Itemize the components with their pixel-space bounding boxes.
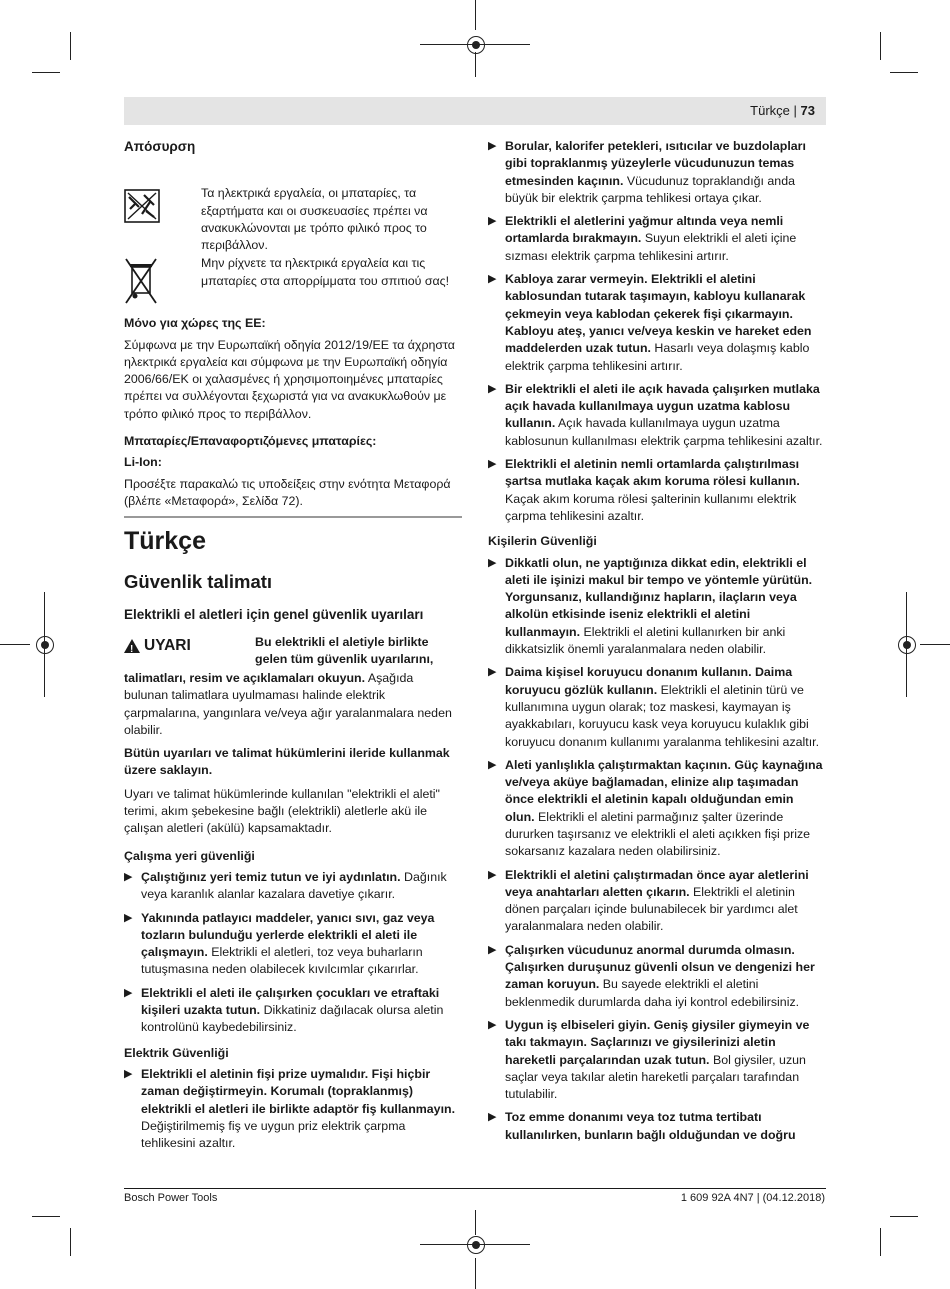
bullet-item <box>488 555 826 659</box>
bullet-bold-text: Aleti yanlışlıkla çalıştırmaktan kaçının. Güç kaynağına ve/veya aküye bağlamadan, elinize alıp taşımadan önce elektrikli el aletinin kapalı olduğundan emin olun. <box>505 757 823 824</box>
disposal-title: Απόσυρση <box>124 139 196 154</box>
electric-left-list <box>124 1066 460 1152</box>
disposal-text-1: Τα ηλεκτρικά εργαλεία, οι μπαταρίες, τα εξαρτήματα και οι συσκευασίες πρέπει να ανακυκλώνονται με τρόπο φιλικό προς το περιβάλλον. <box>201 186 428 253</box>
bullet-arrow-icon: ▶ <box>488 382 497 395</box>
bullet-arrow-icon: ▶ <box>488 758 497 771</box>
footer-rule <box>124 1188 826 1189</box>
crop-mark <box>44 592 45 697</box>
bullet-text: Hasarlı veya dolaşmış kablo elektrik çarpma tehlikesini artırır. <box>505 341 810 373</box>
crop-mark <box>920 644 950 645</box>
battery-title: Μπαταρίες/Επαναφορτιζόμενες μπαταρίες: <box>124 434 377 449</box>
liion-title: Li-Ion: <box>124 455 162 470</box>
footer-right: 1 609 92A 4N7 | (04.12.2018) <box>680 1192 825 1204</box>
header-separator: | <box>793 103 797 118</box>
keep-instructions: Bütün uyarıları ve talimat hükümlerini ileride kullanmak üzere saklayın. <box>124 746 450 778</box>
crop-mark <box>0 644 30 645</box>
bullet-text: Dağınık veya karanlık alanlar kazalara davetiye çıkarır. <box>141 869 447 902</box>
bullet-bold-text: Elektrikli el aletinin fişi prize uymalıdır. Fişi hiçbir zaman değiştirmeyin. Korumalı (topraklanmış) elektrikli el aletleri ile birlikte adaptör fiş kullanmayın. <box>141 1066 456 1116</box>
bullet-bold-text: Yakınında patlayıcı maddeler, yanıcı sıvı, gaz veya tozların bulunduğu yerlerde elektrikli el aleti ile çalışmayın. <box>141 910 435 960</box>
footer-left: Bosch Power Tools <box>124 1192 218 1204</box>
crop-mark <box>420 1244 530 1245</box>
general-warnings-title: Elektrikli el aletleri için genel güvenlik uyarıları <box>124 607 424 622</box>
warning-text: Aşağıda bulunan talimatlara uyulmaması halinde elektrik çarpmalarına, yangınlara ve/veya ağır yaralanmalara neden olabilir. <box>124 671 452 737</box>
bullet-arrow-icon: ▶ <box>488 1018 497 1031</box>
bullet-bold-text: Dikkatli olun, ne yaptığınıza dikkat edin, elektrikli el aleti ile işinizi makul bir tempo ve yöntemle yürütün. Yorgunsanız, kullandığınız hapların, ilaçların veya alkolün etkisinde iseniz elektrikli el aletini kullanmayın. <box>505 555 813 639</box>
language-title: Türkçe <box>124 527 206 555</box>
bullet-item <box>488 867 826 936</box>
bullet-text: Değiştirilmemiş fiş ve uygun priz elektrik çarpma tehlikesini azaltır. <box>141 1118 406 1151</box>
work-area-title: Çalışma yeri güvenliği <box>124 848 255 863</box>
bullet-arrow-icon: ▶ <box>488 868 497 881</box>
registration-mark-icon <box>467 1236 485 1254</box>
personal-list <box>488 555 826 1145</box>
crop-mark <box>890 1216 918 1217</box>
electric-safety-title: Elektrik Güvenliği <box>124 1045 229 1060</box>
bullet-item <box>124 985 460 1037</box>
page-number: 73 <box>800 103 815 118</box>
crop-mark <box>475 1258 476 1289</box>
personal-safety-title: Kişilerin Güvenliği <box>488 534 597 549</box>
bullet-bold-text: Kabloya zarar vermeyin. Elektrikli el aletini kablosundan tutarak taşımayın, kabloyu kullanarak çekmeyin veya kablodan çekerek fişi çıkarmayın. Kabloyu ateş, yanıcı ve/veya keskin ve hareket eden maddelerden uzak tutun. <box>505 272 812 356</box>
crop-mark <box>70 1228 71 1256</box>
bullet-arrow-icon: ▶ <box>488 666 497 679</box>
bullet-item <box>124 1066 460 1152</box>
term-definition: Uyarı ve talimat hükümlerinde kullanılan "elektrikli el aleti" terimi, akım şebekesine bağlı (elektrikli) aletlerle akü ile çalışan aletleri (akülü) kapsamaktadır. <box>124 786 440 836</box>
bullet-item <box>488 1017 826 1103</box>
work-area-list <box>124 869 460 1037</box>
bullet-bold-text: Elektrikli el aletinin nemli ortamlarda çalıştırılması şartsa mutlaka kaçak akım koruma rölesi kullanın. <box>505 457 800 489</box>
bullet-arrow-icon: ▶ <box>488 1111 497 1124</box>
bullet-item <box>488 757 826 861</box>
bullet-bold-text: Uygun iş elbiseleri giyin. Geniş giysiler giymeyin ve takı takmayın. Saçlarınızı ve giysilerinizi aletin hareketli parçalarından uzak tutun. <box>505 1017 810 1067</box>
bullet-item <box>488 664 826 750</box>
bullet-arrow-icon: ▶ <box>124 1067 133 1080</box>
crop-mark <box>906 592 907 697</box>
crossed-bin-icon <box>124 257 158 311</box>
left-column <box>124 138 460 516</box>
crop-mark <box>32 72 60 73</box>
bullet-bold-text: Elektrikli el aletini çalıştırmadan önce ayar aletlerini veya anahtarları aletten çıkarın. <box>505 867 809 899</box>
header-band <box>124 97 826 125</box>
bullet-text: Elektrikli el aletinin dönen parçaları içinde bulunabilecek bir yardımcı alet yaralanmalara neden olabilir. <box>505 884 798 934</box>
header-section: Türkçe <box>750 103 790 118</box>
bullet-text: Suyun elektrikli el aleti içine sızması elektrik çarpma tehlikesini artırır. <box>505 231 797 263</box>
page-header <box>750 103 815 118</box>
section-divider <box>124 516 462 518</box>
crop-mark <box>475 1210 476 1235</box>
eu-title: Μόνο για χώρες της ΕΕ: <box>124 316 266 331</box>
right-column <box>488 138 826 1150</box>
bullet-arrow-icon: ▶ <box>488 943 497 956</box>
disposal-text-2: Μην ρίχνετε τα ηλεκτρικά εργαλεία και τις μπαταρίες στα απορρίμματα του σπιτιού σας! <box>201 256 450 288</box>
bullet-arrow-icon: ▶ <box>488 458 497 471</box>
bullet-bold-text: Elektrikli el aletlerini yağmur altında veya nemli ortamlarda bırakmayın. <box>505 214 784 246</box>
eu-text: Σύμφωνα με την Ευρωπαϊκή οδηγία 2012/19/ΕΕ τα άχρηστα ηλεκτρικά εργαλεία και σύμφωνα με την Ευρωπαϊκή οδηγία 2006/66/ΕΚ οι χαλασμένες ή χρησιμοποιημένες μπαταρίες πρέπει να συλλέγονται ξεχωριστά για να ανακυκλωθούν με τρόπο φιλικό προς το περιβάλλον. <box>124 337 455 421</box>
safety-title: Güvenlik talimatı <box>124 571 273 592</box>
bullet-arrow-icon: ▶ <box>488 140 497 152</box>
warning-block <box>124 634 460 670</box>
registration-mark-icon <box>898 636 916 654</box>
crop-mark <box>475 0 476 30</box>
warning-bold-b: talimatları, resim ve açıklamaları okuyun. <box>124 671 366 685</box>
bullet-bold-text: Elektrikli el aleti ile çalışırken çocukları ve etraftaki kişileri uzakta tutun. <box>141 985 440 1018</box>
bullet-bold-text: Borular, kalorifer petekleri, ısıtıcılar ve buzdolapları gibi topraklanmış yüzeylerle vücudunuzun temas etmesinden kaçının. <box>505 139 806 188</box>
bullet-text: Bol giysiler, uzun saçlar veya takılar aletin hareketli parçaları tarafından tutulabilir. <box>505 1052 806 1102</box>
bullet-bold-text: Daima kişisel koruyucu donanım kullanın. Daima koruyucu gözlük kullanın. <box>505 665 793 697</box>
bullet-arrow-icon: ▶ <box>124 911 133 924</box>
bullet-bold-text: Toz emme donanımı veya toz tutma tertibatı kullanılırken, bunların bağlı olduğundan ve doğru <box>505 1110 796 1142</box>
bullet-arrow-icon: ▶ <box>124 986 133 999</box>
crop-mark <box>32 1216 60 1217</box>
bullet-item <box>488 381 826 450</box>
bullet-text: Dikkatiniz dağılacak olursa aletin kontrolünü kaybedebilirsiniz. <box>141 1003 444 1035</box>
warning-bold-a: Bu elektrikli el aletiyle birlikte gelen tüm güvenlik uyarılarını, <box>255 635 434 667</box>
bullet-bold-text: Çalıştığınız yeri temiz tutun ve iyi aydınlatın. <box>141 869 401 884</box>
crop-mark <box>890 72 918 73</box>
crop-mark <box>880 1228 881 1256</box>
warning-triangle-icon: ! <box>124 639 140 653</box>
bullet-item <box>124 869 460 904</box>
bullet-item <box>488 942 826 1011</box>
bullet-text: Elektrikli el aletleri, toz veya buharların tutuşmasına neden olabilecek kıvılcımlar çıkarırlar. <box>141 945 423 977</box>
bullet-text: Elektrikli el aletini parmağınız şalter üzerinde dururken taşırsanız ve elektrikli el aleti açıkken fişi prize sokarsanız kazalara neden olabilirsiniz. <box>505 809 811 859</box>
bullet-text: Elektrikli el aletinin türü ve kullanımına uygun olarak; toz maskesi, kaymayan iş ayakkabıları, koruyucu kask veya koruyucu kulaklık gibi koruyucu donanım kullanımı yaralanma tehlikesini azaltır. <box>505 682 820 749</box>
liion-text: Προσέξτε παρακαλώ τις υποδείξεις στην ενότητα Μεταφορά (βλέπε «Μεταφορά», Σελίδα 72). <box>124 476 451 508</box>
bullet-arrow-icon: ▶ <box>488 556 497 569</box>
left-column-turkish <box>124 526 460 1158</box>
bullet-arrow-icon: ▶ <box>488 273 497 286</box>
crop-mark <box>880 32 881 60</box>
bullet-item <box>488 456 826 525</box>
bullet-item <box>124 910 460 979</box>
electric-right-list <box>488 138 826 525</box>
recycling-tools-icon <box>124 189 160 223</box>
bullet-arrow-icon: ▶ <box>488 215 497 228</box>
registration-mark-icon <box>36 636 54 654</box>
crop-mark <box>475 52 476 77</box>
warning-label: ! UYARI <box>124 637 191 654</box>
bullet-text: Elektrikli el aletini kullanırken bir anki dikkatsizlik önemli yaralanmalara neden olabilir. <box>505 624 786 657</box>
bullet-text: Açık havada kullanılmaya uygun uzatma kablosunun kullanılması elektrik çarpma tehlikesini azaltır. <box>505 416 823 448</box>
bullet-item <box>488 1109 826 1144</box>
bullet-item <box>488 271 826 375</box>
crop-mark <box>70 32 71 60</box>
bullet-item <box>488 138 826 207</box>
bullet-bold-text: Bir elektrikli el aleti ile açık havada çalışırken mutlaka açık havada kullanılmaya uygun uzatma kablosu kullanın. <box>505 381 820 431</box>
bullet-arrow-icon: ▶ <box>124 870 133 883</box>
bullet-text: Bu sayede elektrikli el aletini beklenmedik durumlarda daha iyi kontrol edebilirsiniz. <box>505 977 800 1009</box>
bullet-item <box>488 213 826 265</box>
disposal-block <box>124 161 460 287</box>
bullet-bold-text: Çalışırken vücudunuz anormal durumda olmasın. Çalışırken duruşunuz güvenli olsun ve dengenizi her zaman koruyun. <box>505 942 815 992</box>
registration-mark-icon <box>467 36 485 54</box>
bullet-text: Kaçak akım koruma rölesi şalterinin kullanımı elektrik çarpma tehlikesini azaltır. <box>505 491 797 523</box>
bullet-text: Vücudunuz topraklandığı anda büyük bir elektrik çarpma tehlikesi ortaya çıkar. <box>505 173 795 205</box>
